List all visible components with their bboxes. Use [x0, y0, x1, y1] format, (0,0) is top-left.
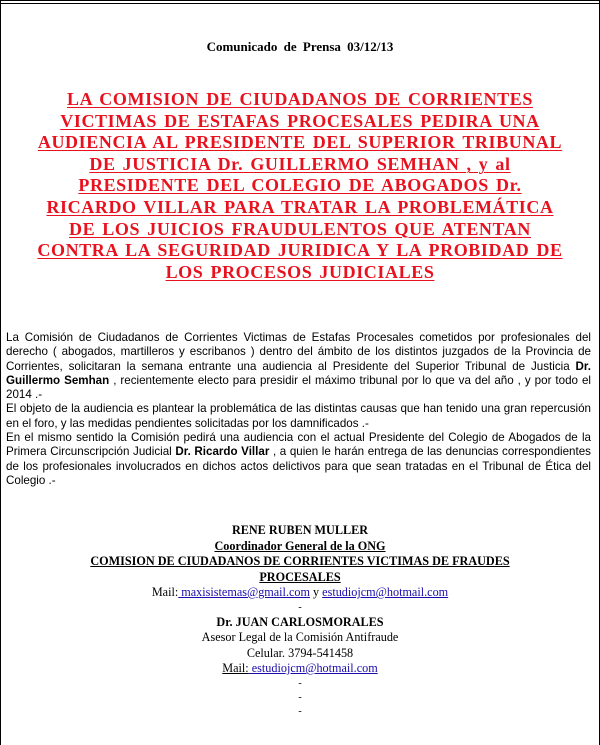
headline-line: DE JUSTICIA Dr. GUILLERMO SEMHAN , y al	[89, 153, 511, 174]
separator-dash: -	[298, 677, 302, 689]
signer-title-muller: Coordinador General de la ONG	[214, 538, 386, 553]
paragraph-text: La Comisión de Ciudadanos de Corrientes Victimas de Estafas Procesales cometidos por profesionales del derecho ( abogados, martilleros y escribanos ) dentro del ámbito de los distintos juzgados de la Provincia de Corrientes, solicitaran la semana entrante una audiencia al Presidente del Superior Tribunal de Justicia	[6, 331, 591, 373]
organization-name-line1: COMISION DE CIUDADANOS DE CORRIENTES VICTIMAS DE FRAUDES	[90, 554, 510, 568]
separator-dash: -	[298, 705, 302, 717]
name-villar: Dr. Ricardo Villar	[175, 445, 270, 459]
separator-dash: -	[298, 601, 302, 613]
signer-title-morales: Asesor Legal de la Comisión Antifraude	[201, 630, 399, 644]
email-link-maxisistemas[interactable]: maxisistemas@gmail.com	[178, 585, 310, 599]
email-link-estudiojcm[interactable]: estudiojcm@hotmail.com	[322, 585, 449, 599]
mail-line-muller	[1, 585, 599, 601]
headline-line: DE LOS JUICIOS FRAUDULENTOS QUE ATENTAN	[69, 218, 531, 239]
headline-line: RICARDO VILLAR PARA TRATAR LA PROBLEMÁTICA	[46, 196, 554, 217]
signer-name-muller: RENE RUBEN MULLER	[231, 523, 369, 537]
headline-line: PRESIDENTE DEL COLEGIO DE ABOGADOS Dr.	[78, 175, 522, 196]
headline-line: LOS PROCESOS JUDICIALES	[165, 261, 435, 282]
paragraph-objective: El objeto de la audiencia es plantear la problemática de las distintas causas que han tenido una gran repercusión en el foro, y las medidas pendientes solicitadas por los damnificados .-	[6, 402, 591, 430]
body-text	[6, 331, 591, 488]
mail-label: Mail:	[222, 661, 249, 675]
headline-line: LA COMISION DE CIUDADANOS DE CORRIENTES	[67, 89, 533, 109]
headline-line: AUDIENCIA AL PRESIDENTE DEL SUPERIOR TRIBUNAL	[37, 132, 563, 153]
paragraph-text: En el mismo sentido la Comisión pedirá una audiencia con el actual Presidente del Colegio de Abogados de la Primera Circunscripción Judicial	[6, 431, 591, 459]
separator-dash: -	[298, 691, 302, 703]
paragraph-bar-association	[6, 431, 591, 488]
organization-name-line2: PROCESALES	[259, 569, 341, 584]
name-semhan: Dr. Guillermo Semhan	[6, 359, 591, 387]
signature-block	[1, 523, 599, 719]
paragraph-text: , a quien le harán entrega de las denuncias correspondientes de los profesionales involucrados en dichos actos delictivos para que sean tratadas en el Tribunal de Ética del Colegio .-	[6, 445, 591, 487]
mail-line-morales	[1, 661, 599, 677]
headline	[23, 89, 577, 283]
signer-name-morales: Dr. JUAN CARLOSMORALES	[216, 614, 384, 629]
mail-label: Mail:	[151, 585, 179, 599]
top-divider	[1, 3, 599, 4]
press-release-label: Comunicado de Prensa 03/12/13	[206, 39, 394, 54]
email-link-estudiojcm-2[interactable]: estudiojcm@hotmail.com	[248, 661, 378, 675]
headline-line: CONTRA LA SEGURIDAD JURIDICA Y LA PROBIDAD DE	[37, 240, 563, 261]
paragraph-request-supreme-court	[6, 331, 591, 402]
mail-separator: y	[309, 585, 323, 599]
phone-number: Celular. 3794-541458	[246, 645, 354, 660]
paragraph-text: , recientemente electo para presidir el máximo tribunal por lo que va del año , y por todo el 2014 .-	[6, 373, 591, 402]
headline-line: VICTIMAS DE ESTAFAS PROCESALES PEDIRA UNA	[60, 110, 540, 131]
